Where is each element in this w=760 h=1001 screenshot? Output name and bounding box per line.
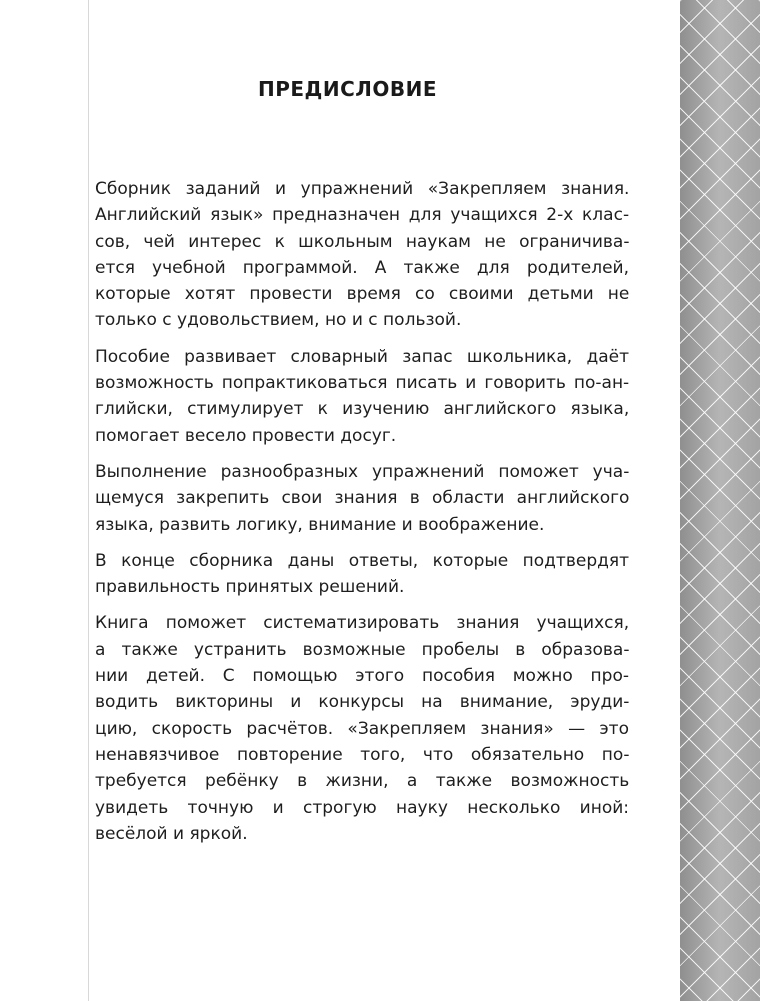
text-line: возможность попрактиковаться писать и говорить по-ан- (95, 373, 630, 394)
text-line: помогает весело провести досуг. (95, 425, 397, 446)
text-line: сов, чей интерес к школьным наукам не ограничива- (95, 231, 630, 252)
paragraph-1 (95, 176, 629, 334)
text-line: требуется ребёнку в жизни, а также возможность (95, 771, 630, 792)
text-line: Сборник заданий и упражнений «Закрепляем знания. (95, 179, 630, 199)
text-line: увидеть точную и строгую науку несколько иной: (95, 797, 629, 818)
text-line: весёлой и яркой. (95, 823, 248, 844)
page-margin-line (88, 0, 89, 1001)
paragraph-4 (95, 548, 629, 601)
text-line: которые хотят провести время со своими детьми не (95, 284, 630, 305)
page-title: ПРЕДИСЛОВИЕ (257, 77, 438, 101)
text-line: Пособие развивает словарный запас школьника, даёт (95, 346, 629, 367)
text-line: глийски, стимулирует к изучению английского языка, (95, 399, 630, 420)
text-line: щемуся закрепить свои знания в области английского (95, 488, 630, 509)
text-line: языка, развить логику, внимание и воображение. (95, 514, 545, 535)
text-line: ется учебной программой. А также для родителей, (95, 257, 629, 278)
preface-text (95, 176, 629, 857)
decorative-grid-strip (680, 0, 760, 1001)
text-line: цию, скорость расчётов. «Закрепляем знания» — это (95, 718, 629, 739)
paragraph-2 (95, 344, 629, 449)
text-line: В конце сборника даны ответы, которые подтвердят (95, 550, 629, 571)
paragraph-3 (95, 459, 629, 538)
text-line: нии детей. С помощью этого пособия можно про- (95, 666, 629, 687)
text-line: ненавязчивое повторение того, что обязательно по- (95, 744, 630, 765)
text-line: только с удовольствием, но и с пользой. (95, 310, 462, 331)
text-line: Книга поможет систематизировать знания учащихся, (95, 613, 630, 634)
text-line: Выполнение разнообразных упражнений поможет уча- (95, 461, 630, 482)
text-line: правильность принятых решений. (95, 577, 405, 598)
paragraph-5 (95, 610, 629, 847)
text-line: Английский язык» предназначен для учащихся 2-х клас- (95, 205, 630, 226)
text-line: водить викторины и конкурсы на внимание, эруди- (95, 692, 630, 713)
text-line: а также устранить возможные пробелы в образова- (95, 639, 630, 660)
